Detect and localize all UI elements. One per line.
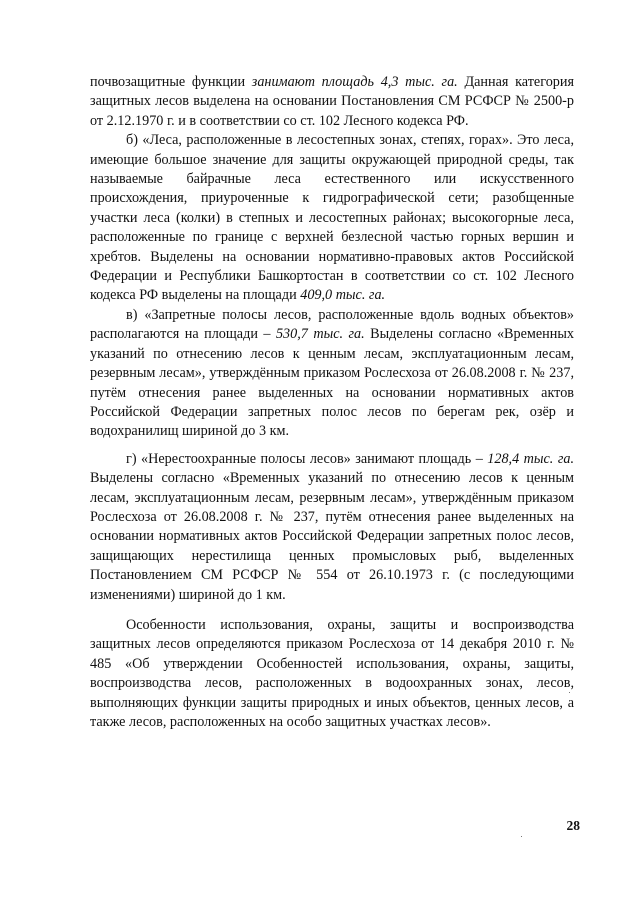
page-number: 28 [566,818,580,833]
scan-speck [569,692,570,693]
scan-speck [521,836,522,837]
paragraph-protective-functions [90,73,574,131]
paragraph-forest-steppe [90,131,574,306]
paragraph-usage-features [90,616,574,732]
text-segment-italic: занимают площадь 4,3 тыс. га. [251,74,458,90]
text-segment: г) «Нерестоохранные полосы лесов» занимают площадь – [126,450,488,467]
body-text [90,73,574,732]
text-segment: в) «Запретные полосы лесов, расположенные вдоль водных объектов» располагаются на площади – [90,306,574,343]
text-segment-italic: 530,7 тыс. га. [275,326,365,343]
text-segment-italic: 409,0 тыс. га. [300,287,386,304]
text-segment-italic: 128,4 тыс. га. [487,450,574,467]
text-segment: Выделены согласно «Временных указаний по отнесению лесов к ценным лесам, эксплуатационным лесам, резервным лесам», утверждённым приказом Рослесхоза от 26.08.2008 г. № 237, путём отнесения ранее выделенных на основании нормативных актов Российской Федерации запретных полос лесов, защищающих нерестилища ценных промысловых рыб, выделенных Постановлением СМ РСФСР № 554 от 26.10.1973 г. (с последующими изменениями) шириной до 1 км. [90,470,574,603]
text-segment: б) «Леса, расположенные в лесостепных зонах, степях, горах». Это леса, имеющие большое значение для защиты окружающей природной среды, так называемые байрачные леса естественного или искусственного происхождения, приуроченные к гидрографической сети; разобщенные участки леса (колки) в степных и лесостепных районах; высокогорные леса, расположенные по границе с верхней безлесной частью горных вершин и хребтов. Выделены на основании нормативно-правовых актов Российской Федерации и Республики Башкортостан в соответствии со ст. 102 Лесного кодекса РФ выделены на площади [90,132,574,304]
text-segment: почвозащитные функции [90,74,252,90]
text-segment: Данная категория защитных лесов выделена на основании Постановления СМ РСФСР № 2500-р от 2.12.1970 г. и в соответствии со ст. 102 Лесного кодекса РФ. [90,74,575,129]
paragraph-spawning-strips [90,450,574,605]
paragraph-water-strips [90,306,574,442]
text-segment: Выделены согласно «Временных указаний по отнесению лесов к ценным лесам, эксплуатационным лесам, резервным лесам», утверждённым приказом Рослесхоза от 26.08.2008 г. № 237, путём отнесения ранее выделенных на основании нормативных актов Российской Федерации запретных полос лесов по берегам рек, озёр и водохранилищ шириной до 3 км. [90,326,574,440]
text-segment: Особенности использования, охраны, защиты и воспроизводства защитных лесов определяются приказом Рослесхоза от 14 декабря 2010 г. № 485 «Об утверждении Особенностей использования, охраны, защиты, воспроизводства лесов, расположенных в водоохранных зонах, лесов, выполняющих функции защиты природных и иных объектов, ценных лесов, а также лесов, расположенных на особо защитных участках лесов». [90,616,574,730]
